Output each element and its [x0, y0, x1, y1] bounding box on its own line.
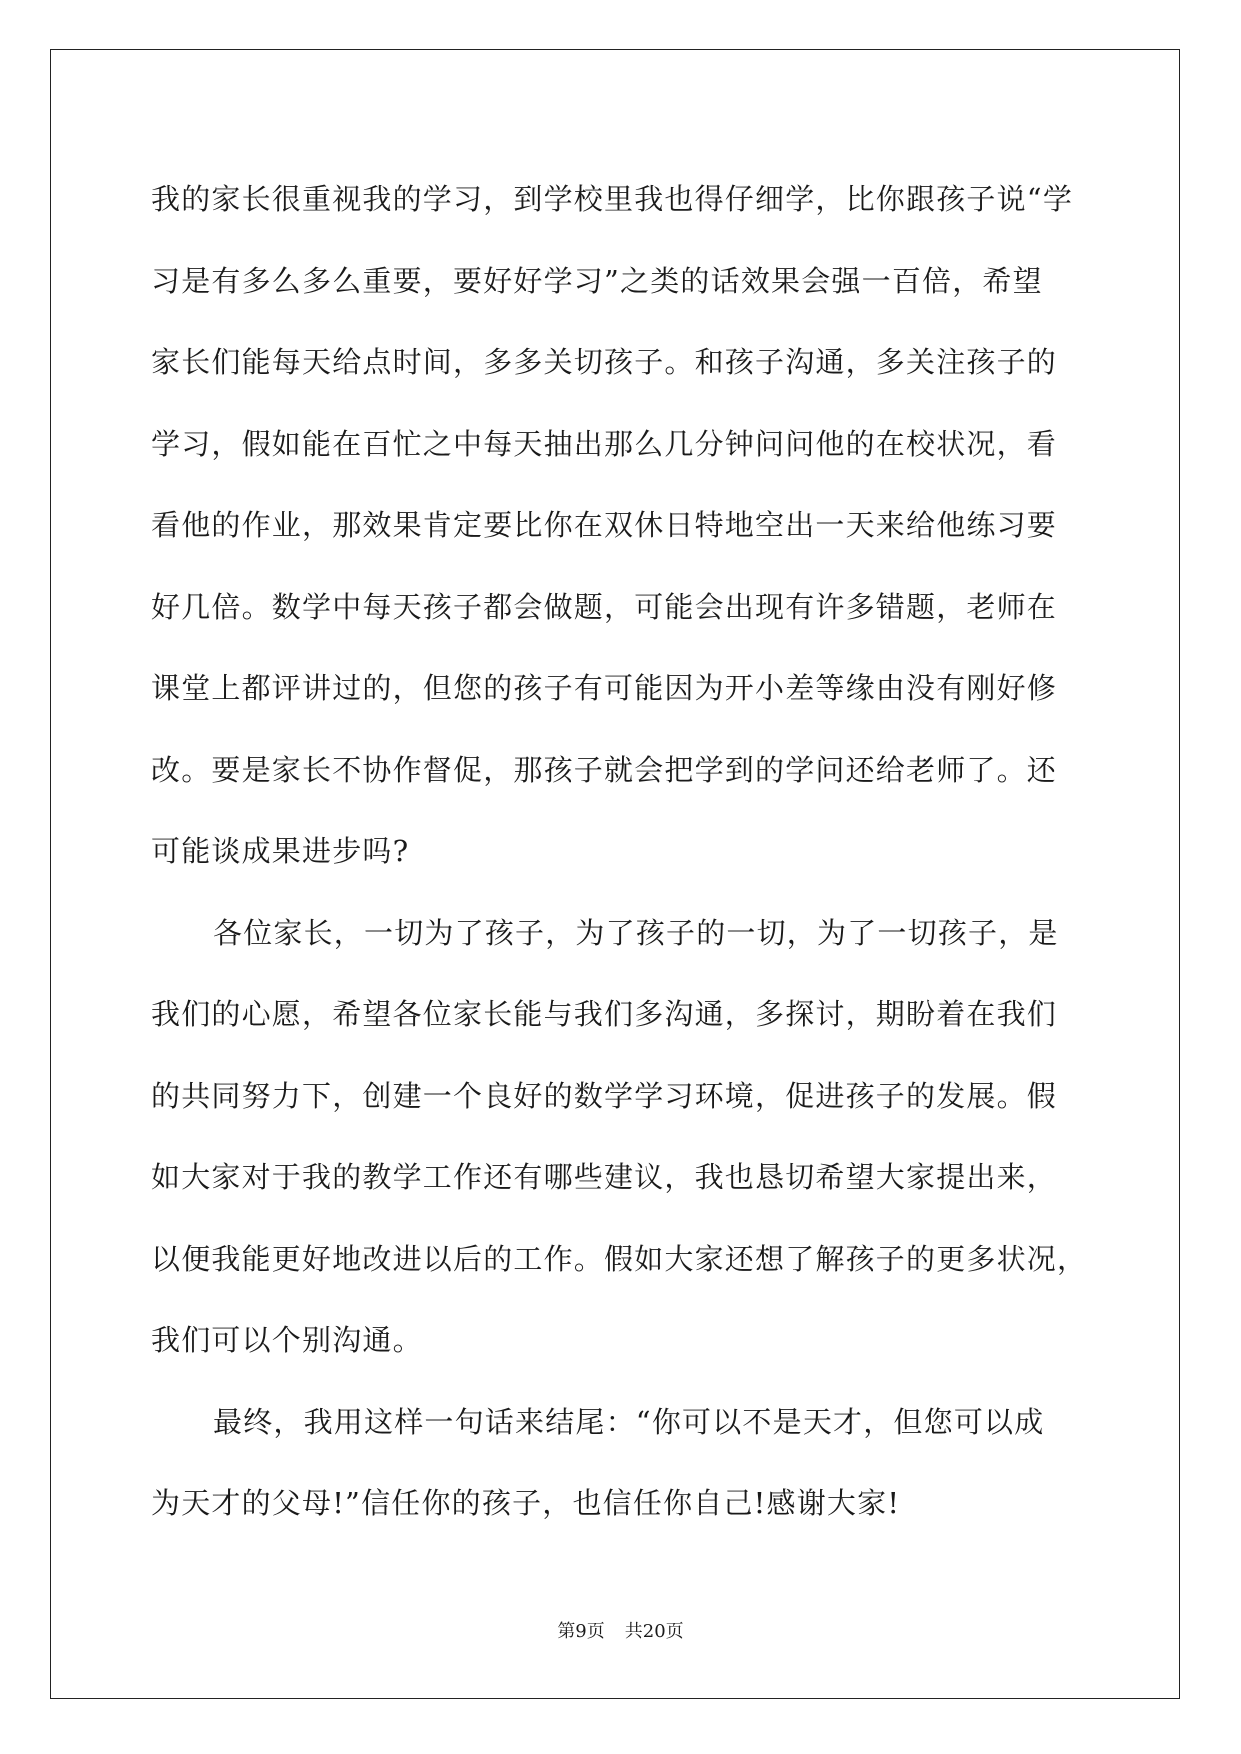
- paragraph-1-line-5: 看他的作业，那效果肯定要比你在双休日特地空出一天来给他练习要: [151, 508, 1058, 542]
- document-body: [151, 159, 1091, 1545]
- paragraph-1-line-2: 习是有多么多么重要，要好好学习”之类的话效果会强一百倍，希望: [151, 263, 1043, 298]
- paragraph-1-line-3: 家长们能每天给点时间，多多关切孩子。和孩子沟通，多关注孩子的: [151, 345, 1058, 379]
- paragraph-1-line-8: 改。要是家长不协作督促，那孩子就会把学到的学问还给老师了。还: [151, 752, 1058, 787]
- current-page-number: 第9页: [557, 1621, 605, 1642]
- paragraph-1-line-4: 学习，假如能在百忙之中每天抽出那么几分钟问问他的在校状况，看: [151, 426, 1058, 461]
- paragraph-1-line-7: 课堂上都评讲过的，但您的孩子有可能因为开小差等缘由没有刚好修: [151, 671, 1058, 705]
- paragraph-2-line-1: 各位家长，一切为了孩子，为了孩子的一切，为了一切孩子，是: [213, 915, 1059, 950]
- paragraph-1-line-1: 我的家长很重视我的学习，到学校里我也得仔细学，比你跟孩子说“学: [151, 182, 1074, 216]
- paragraph-2-line-2: 我们的心愿，希望各位家长能与我们多沟通，多探讨，期盼着在我们: [151, 997, 1058, 1031]
- paragraph-1-line-6: 好几倍。数学中每天孩子都会做题，可能会出现有许多错题，老师在: [151, 589, 1058, 624]
- paragraph-2-line-3: 的共同努力下，创建一个良好的数学学习环境，促进孩子的发展。假: [151, 1078, 1058, 1113]
- paragraph-2-line-5: 以便我能更好地改进以后的工作。假如大家还想了解孩子的更多状况，: [151, 1241, 1088, 1276]
- total-pages: 共20页: [624, 1621, 684, 1642]
- paragraph-1-line-9: 可能谈成果进步吗?: [151, 834, 410, 868]
- paragraph-3-line-2: 为天才的父母!”信任你的孩子，也信任你自己!感谢大家!: [151, 1486, 901, 1520]
- paragraph-3-line-1: 最终，我用这样一句话来结尾：“你可以不是天才，但您可以成: [213, 1404, 1045, 1439]
- page-footer: [0, 1617, 1241, 1643]
- paragraph-2-line-6: 我们可以个别沟通。: [151, 1323, 423, 1357]
- paragraph-2-line-4: 如大家对于我的教学工作还有哪些建议，我也恳切希望大家提出来，: [151, 1160, 1058, 1194]
